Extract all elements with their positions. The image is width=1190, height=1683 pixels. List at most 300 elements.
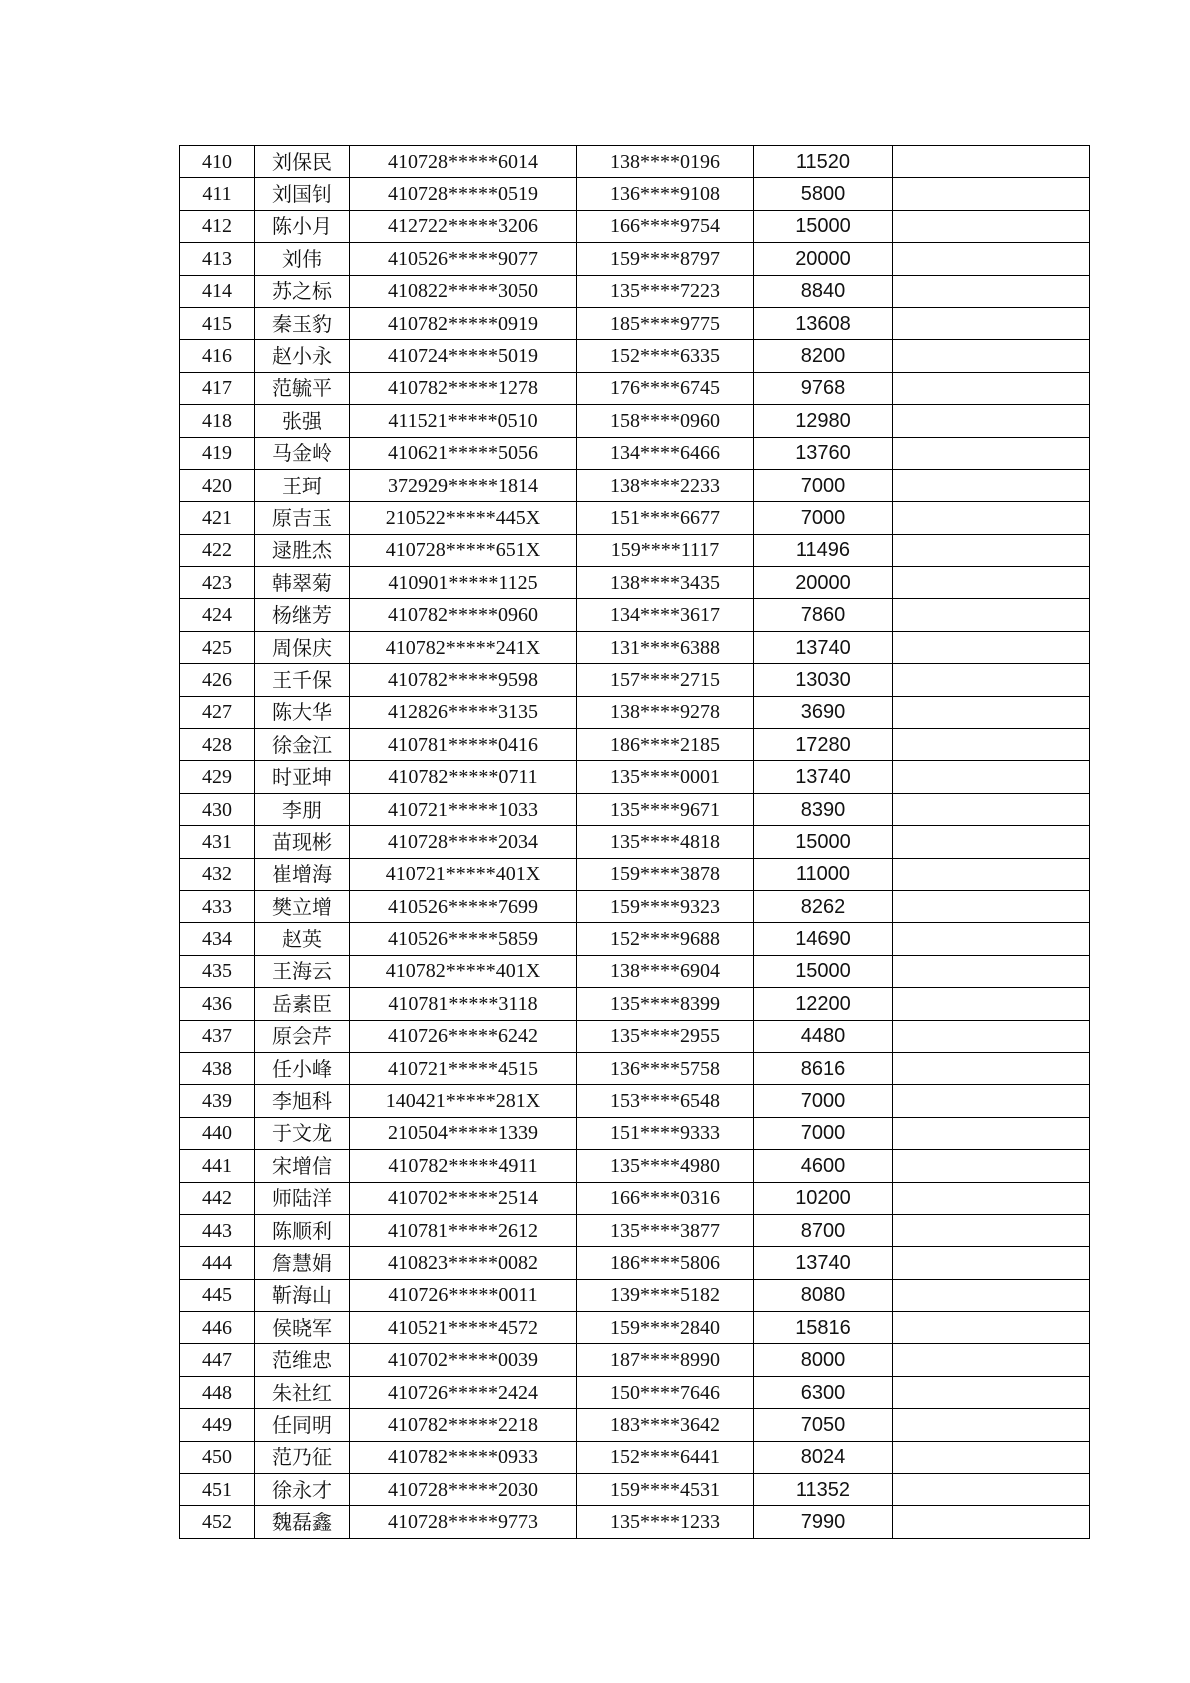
amount-value: 3690 (754, 696, 893, 728)
table-row (180, 567, 1090, 599)
row-number: 420 (180, 469, 255, 501)
row-number: 438 (180, 1052, 255, 1084)
table-row (180, 1474, 1090, 1506)
phone-number: 187****8990 (577, 1344, 754, 1376)
id-number: 372929*****1814 (350, 469, 577, 501)
amount-value: 15000 (754, 955, 893, 987)
person-name: 赵英 (255, 923, 350, 955)
row-number: 448 (180, 1376, 255, 1408)
table-row (180, 1312, 1090, 1344)
row-number: 427 (180, 696, 255, 728)
id-number: 412722*****3206 (350, 210, 577, 242)
table-row (180, 243, 1090, 275)
note-cell (893, 372, 1090, 404)
note-cell (893, 923, 1090, 955)
row-number: 450 (180, 1441, 255, 1473)
row-number: 436 (180, 988, 255, 1020)
phone-number: 176****6745 (577, 372, 754, 404)
amount-value: 14690 (754, 923, 893, 955)
id-number: 410822*****3050 (350, 275, 577, 307)
table-row (180, 307, 1090, 339)
note-cell (893, 631, 1090, 663)
id-number: 410782*****0919 (350, 307, 577, 339)
person-name: 岳素臣 (255, 988, 350, 1020)
row-number: 435 (180, 955, 255, 987)
table-row (180, 178, 1090, 210)
amount-value: 15816 (754, 1312, 893, 1344)
table-row (180, 469, 1090, 501)
phone-number: 136****5758 (577, 1052, 754, 1084)
phone-number: 135****8399 (577, 988, 754, 1020)
person-name: 张强 (255, 405, 350, 437)
id-number: 410728*****2030 (350, 1474, 577, 1506)
phone-number: 138****0196 (577, 146, 754, 178)
table-row (180, 1150, 1090, 1182)
note-cell (893, 210, 1090, 242)
note-cell (893, 1182, 1090, 1214)
person-name: 刘伟 (255, 243, 350, 275)
note-cell (893, 178, 1090, 210)
phone-number: 135****4818 (577, 826, 754, 858)
amount-value: 9768 (754, 372, 893, 404)
amount-value: 7050 (754, 1409, 893, 1441)
phone-number: 135****9671 (577, 793, 754, 825)
id-number: 410781*****0416 (350, 729, 577, 761)
table-row (180, 664, 1090, 696)
amount-value: 8700 (754, 1214, 893, 1246)
row-number: 437 (180, 1020, 255, 1052)
id-number: 410728*****0519 (350, 178, 577, 210)
table-row (180, 146, 1090, 178)
phone-number: 186****2185 (577, 729, 754, 761)
id-number: 410781*****3118 (350, 988, 577, 1020)
table-row (180, 793, 1090, 825)
table-row (180, 372, 1090, 404)
phone-number: 159****9323 (577, 890, 754, 922)
amount-value: 11000 (754, 858, 893, 890)
phone-number: 131****6388 (577, 631, 754, 663)
table-row (180, 890, 1090, 922)
person-name: 范毓平 (255, 372, 350, 404)
id-number: 410721*****401X (350, 858, 577, 890)
id-number: 410728*****651X (350, 534, 577, 566)
row-number: 413 (180, 243, 255, 275)
person-name: 任同明 (255, 1409, 350, 1441)
id-number: 410526*****7699 (350, 890, 577, 922)
id-number: 410901*****1125 (350, 567, 577, 599)
row-number: 429 (180, 761, 255, 793)
table-row (180, 1247, 1090, 1279)
id-number: 410782*****401X (350, 955, 577, 987)
person-name: 刘保民 (255, 146, 350, 178)
amount-value: 8840 (754, 275, 893, 307)
amount-value: 13740 (754, 1247, 893, 1279)
row-number: 411 (180, 178, 255, 210)
id-number: 410728*****2034 (350, 826, 577, 858)
person-name: 王海云 (255, 955, 350, 987)
amount-value: 20000 (754, 243, 893, 275)
row-number: 412 (180, 210, 255, 242)
person-name: 李朋 (255, 793, 350, 825)
table-row (180, 1214, 1090, 1246)
table-row (180, 405, 1090, 437)
id-number: 410702*****2514 (350, 1182, 577, 1214)
person-name: 苏之标 (255, 275, 350, 307)
phone-number: 135****1233 (577, 1506, 754, 1538)
table-row (180, 858, 1090, 890)
note-cell (893, 243, 1090, 275)
table-row (180, 729, 1090, 761)
id-number: 412826*****3135 (350, 696, 577, 728)
phone-number: 136****9108 (577, 178, 754, 210)
amount-value: 8024 (754, 1441, 893, 1473)
person-name: 原吉玉 (255, 502, 350, 534)
note-cell (893, 1312, 1090, 1344)
id-number: 410782*****241X (350, 631, 577, 663)
phone-number: 153****6548 (577, 1085, 754, 1117)
id-number: 210522*****445X (350, 502, 577, 534)
row-number: 410 (180, 146, 255, 178)
id-number: 411521*****0510 (350, 405, 577, 437)
phone-number: 139****5182 (577, 1279, 754, 1311)
phone-number: 152****9688 (577, 923, 754, 955)
amount-value: 12980 (754, 405, 893, 437)
table-row (180, 340, 1090, 372)
phone-number: 158****0960 (577, 405, 754, 437)
amount-value: 13608 (754, 307, 893, 339)
row-number: 434 (180, 923, 255, 955)
note-cell (893, 696, 1090, 728)
amount-value: 13030 (754, 664, 893, 696)
phone-number: 151****9333 (577, 1117, 754, 1149)
note-cell (893, 1344, 1090, 1376)
table-row (180, 275, 1090, 307)
id-number: 410702*****0039 (350, 1344, 577, 1376)
phone-number: 159****3878 (577, 858, 754, 890)
table-row (180, 437, 1090, 469)
note-cell (893, 955, 1090, 987)
phone-number: 157****2715 (577, 664, 754, 696)
note-cell (893, 502, 1090, 534)
amount-value: 13740 (754, 631, 893, 663)
amount-value: 7000 (754, 469, 893, 501)
person-name: 王珂 (255, 469, 350, 501)
row-number: 449 (180, 1409, 255, 1441)
table-row (180, 210, 1090, 242)
id-number: 410621*****5056 (350, 437, 577, 469)
person-name: 靳海山 (255, 1279, 350, 1311)
id-number: 410782*****0960 (350, 599, 577, 631)
row-number: 414 (180, 275, 255, 307)
row-number: 444 (180, 1247, 255, 1279)
table-row (180, 1052, 1090, 1084)
table-row (180, 1506, 1090, 1538)
row-number: 422 (180, 534, 255, 566)
id-number: 140421*****281X (350, 1085, 577, 1117)
table-row (180, 1020, 1090, 1052)
table-row (180, 1279, 1090, 1311)
phone-number: 159****4531 (577, 1474, 754, 1506)
table-row (180, 1117, 1090, 1149)
person-name: 于文龙 (255, 1117, 350, 1149)
row-number: 446 (180, 1312, 255, 1344)
note-cell (893, 567, 1090, 599)
phone-number: 166****0316 (577, 1182, 754, 1214)
row-number: 445 (180, 1279, 255, 1311)
amount-value: 13760 (754, 437, 893, 469)
person-name: 原会芹 (255, 1020, 350, 1052)
row-number: 440 (180, 1117, 255, 1149)
person-name: 陈小月 (255, 210, 350, 242)
phone-number: 151****6677 (577, 502, 754, 534)
person-name: 樊立增 (255, 890, 350, 922)
phone-number: 183****3642 (577, 1409, 754, 1441)
person-name: 徐金江 (255, 729, 350, 761)
table-row (180, 955, 1090, 987)
phone-number: 135****0001 (577, 761, 754, 793)
id-number: 410823*****0082 (350, 1247, 577, 1279)
amount-value: 20000 (754, 567, 893, 599)
note-cell (893, 534, 1090, 566)
note-cell (893, 1376, 1090, 1408)
id-number: 410782*****9598 (350, 664, 577, 696)
note-cell (893, 1409, 1090, 1441)
amount-value: 13740 (754, 761, 893, 793)
person-name: 宋增信 (255, 1150, 350, 1182)
phone-number: 159****1117 (577, 534, 754, 566)
person-name: 秦玉豹 (255, 307, 350, 339)
id-number: 410728*****6014 (350, 146, 577, 178)
person-name: 朱社红 (255, 1376, 350, 1408)
note-cell (893, 1506, 1090, 1538)
amount-value: 11520 (754, 146, 893, 178)
amount-value: 8000 (754, 1344, 893, 1376)
note-cell (893, 858, 1090, 890)
phone-number: 185****9775 (577, 307, 754, 339)
row-number: 415 (180, 307, 255, 339)
id-number: 410782*****1278 (350, 372, 577, 404)
person-name: 李旭科 (255, 1085, 350, 1117)
id-number: 410782*****4911 (350, 1150, 577, 1182)
table-row (180, 1182, 1090, 1214)
row-number: 417 (180, 372, 255, 404)
person-name: 时亚坤 (255, 761, 350, 793)
table-row (180, 696, 1090, 728)
id-number: 210504*****1339 (350, 1117, 577, 1149)
amount-value: 8616 (754, 1052, 893, 1084)
note-cell (893, 988, 1090, 1020)
amount-value: 10200 (754, 1182, 893, 1214)
phone-number: 134****3617 (577, 599, 754, 631)
note-cell (893, 469, 1090, 501)
phone-number: 135****7223 (577, 275, 754, 307)
person-name: 刘国钊 (255, 178, 350, 210)
id-number: 410721*****4515 (350, 1052, 577, 1084)
row-number: 424 (180, 599, 255, 631)
phone-number: 134****6466 (577, 437, 754, 469)
id-number: 410728*****9773 (350, 1506, 577, 1538)
id-number: 410721*****1033 (350, 793, 577, 825)
note-cell (893, 1117, 1090, 1149)
table-row (180, 761, 1090, 793)
note-cell (893, 761, 1090, 793)
note-cell (893, 1214, 1090, 1246)
person-name: 王千保 (255, 664, 350, 696)
person-name: 侯晓军 (255, 1312, 350, 1344)
id-number: 410782*****0933 (350, 1441, 577, 1473)
phone-number: 159****2840 (577, 1312, 754, 1344)
table-row (180, 1085, 1090, 1117)
table-row (180, 1344, 1090, 1376)
phone-number: 138****9278 (577, 696, 754, 728)
phone-number: 152****6441 (577, 1441, 754, 1473)
id-number: 410782*****0711 (350, 761, 577, 793)
row-number: 430 (180, 793, 255, 825)
table-row (180, 1409, 1090, 1441)
id-number: 410526*****5859 (350, 923, 577, 955)
note-cell (893, 405, 1090, 437)
row-number: 419 (180, 437, 255, 469)
amount-value: 5800 (754, 178, 893, 210)
row-number: 433 (180, 890, 255, 922)
table-row (180, 599, 1090, 631)
person-name: 马金岭 (255, 437, 350, 469)
row-number: 421 (180, 502, 255, 534)
table-row (180, 534, 1090, 566)
id-number: 410526*****9077 (350, 243, 577, 275)
note-cell (893, 664, 1090, 696)
person-name: 杨继芳 (255, 599, 350, 631)
phone-number: 166****9754 (577, 210, 754, 242)
note-cell (893, 307, 1090, 339)
person-name: 韩翠菊 (255, 567, 350, 599)
note-cell (893, 793, 1090, 825)
note-cell (893, 146, 1090, 178)
phone-number: 186****5806 (577, 1247, 754, 1279)
note-cell (893, 1150, 1090, 1182)
person-name: 陈大华 (255, 696, 350, 728)
row-number: 432 (180, 858, 255, 890)
table-row (180, 988, 1090, 1020)
note-cell (893, 1247, 1090, 1279)
note-cell (893, 1052, 1090, 1084)
row-number: 428 (180, 729, 255, 761)
phone-number: 138****3435 (577, 567, 754, 599)
table-row (180, 1376, 1090, 1408)
roster-table-body (180, 146, 1090, 1539)
amount-value: 12200 (754, 988, 893, 1020)
note-cell (893, 599, 1090, 631)
note-cell (893, 826, 1090, 858)
note-cell (893, 437, 1090, 469)
amount-value: 7000 (754, 502, 893, 534)
row-number: 416 (180, 340, 255, 372)
row-number: 418 (180, 405, 255, 437)
amount-value: 7990 (754, 1506, 893, 1538)
amount-value: 8262 (754, 890, 893, 922)
id-number: 410726*****2424 (350, 1376, 577, 1408)
row-number: 447 (180, 1344, 255, 1376)
id-number: 410726*****6242 (350, 1020, 577, 1052)
amount-value: 15000 (754, 826, 893, 858)
row-number: 451 (180, 1474, 255, 1506)
id-number: 410726*****0011 (350, 1279, 577, 1311)
note-cell (893, 340, 1090, 372)
table-row (180, 631, 1090, 663)
person-name: 师陆洋 (255, 1182, 350, 1214)
person-name: 徐永才 (255, 1474, 350, 1506)
amount-value: 4480 (754, 1020, 893, 1052)
amount-value: 7000 (754, 1117, 893, 1149)
note-cell (893, 890, 1090, 922)
row-number: 441 (180, 1150, 255, 1182)
row-number: 452 (180, 1506, 255, 1538)
person-name: 范维忠 (255, 1344, 350, 1376)
row-number: 442 (180, 1182, 255, 1214)
note-cell (893, 1279, 1090, 1311)
amount-value: 8200 (754, 340, 893, 372)
row-number: 426 (180, 664, 255, 696)
person-name: 范乃征 (255, 1441, 350, 1473)
person-name: 崔增海 (255, 858, 350, 890)
note-cell (893, 1474, 1090, 1506)
table-row (180, 1441, 1090, 1473)
note-cell (893, 275, 1090, 307)
amount-value: 17280 (754, 729, 893, 761)
phone-number: 138****2233 (577, 469, 754, 501)
person-name: 任小峰 (255, 1052, 350, 1084)
row-number: 443 (180, 1214, 255, 1246)
row-number: 425 (180, 631, 255, 663)
phone-number: 152****6335 (577, 340, 754, 372)
amount-value: 11496 (754, 534, 893, 566)
amount-value: 11352 (754, 1474, 893, 1506)
row-number: 439 (180, 1085, 255, 1117)
phone-number: 135****3877 (577, 1214, 754, 1246)
roster-table (179, 145, 1090, 1539)
table-row (180, 502, 1090, 534)
phone-number: 138****6904 (577, 955, 754, 987)
amount-value: 7860 (754, 599, 893, 631)
id-number: 410521*****4572 (350, 1312, 577, 1344)
amount-value: 15000 (754, 210, 893, 242)
table-row (180, 923, 1090, 955)
phone-number: 135****4980 (577, 1150, 754, 1182)
note-cell (893, 1020, 1090, 1052)
amount-value: 8080 (754, 1279, 893, 1311)
phone-number: 135****2955 (577, 1020, 754, 1052)
row-number: 431 (180, 826, 255, 858)
amount-value: 6300 (754, 1376, 893, 1408)
phone-number: 150****7646 (577, 1376, 754, 1408)
row-number: 423 (180, 567, 255, 599)
id-number: 410724*****5019 (350, 340, 577, 372)
person-name: 赵小永 (255, 340, 350, 372)
table-row (180, 826, 1090, 858)
person-name: 詹慧娟 (255, 1247, 350, 1279)
note-cell (893, 729, 1090, 761)
person-name: 魏磊鑫 (255, 1506, 350, 1538)
id-number: 410782*****2218 (350, 1409, 577, 1441)
person-name: 苗现彬 (255, 826, 350, 858)
phone-number: 159****8797 (577, 243, 754, 275)
amount-value: 7000 (754, 1085, 893, 1117)
amount-value: 8390 (754, 793, 893, 825)
amount-value: 4600 (754, 1150, 893, 1182)
person-name: 周保庆 (255, 631, 350, 663)
person-name: 陈顺利 (255, 1214, 350, 1246)
person-name: 逯胜杰 (255, 534, 350, 566)
